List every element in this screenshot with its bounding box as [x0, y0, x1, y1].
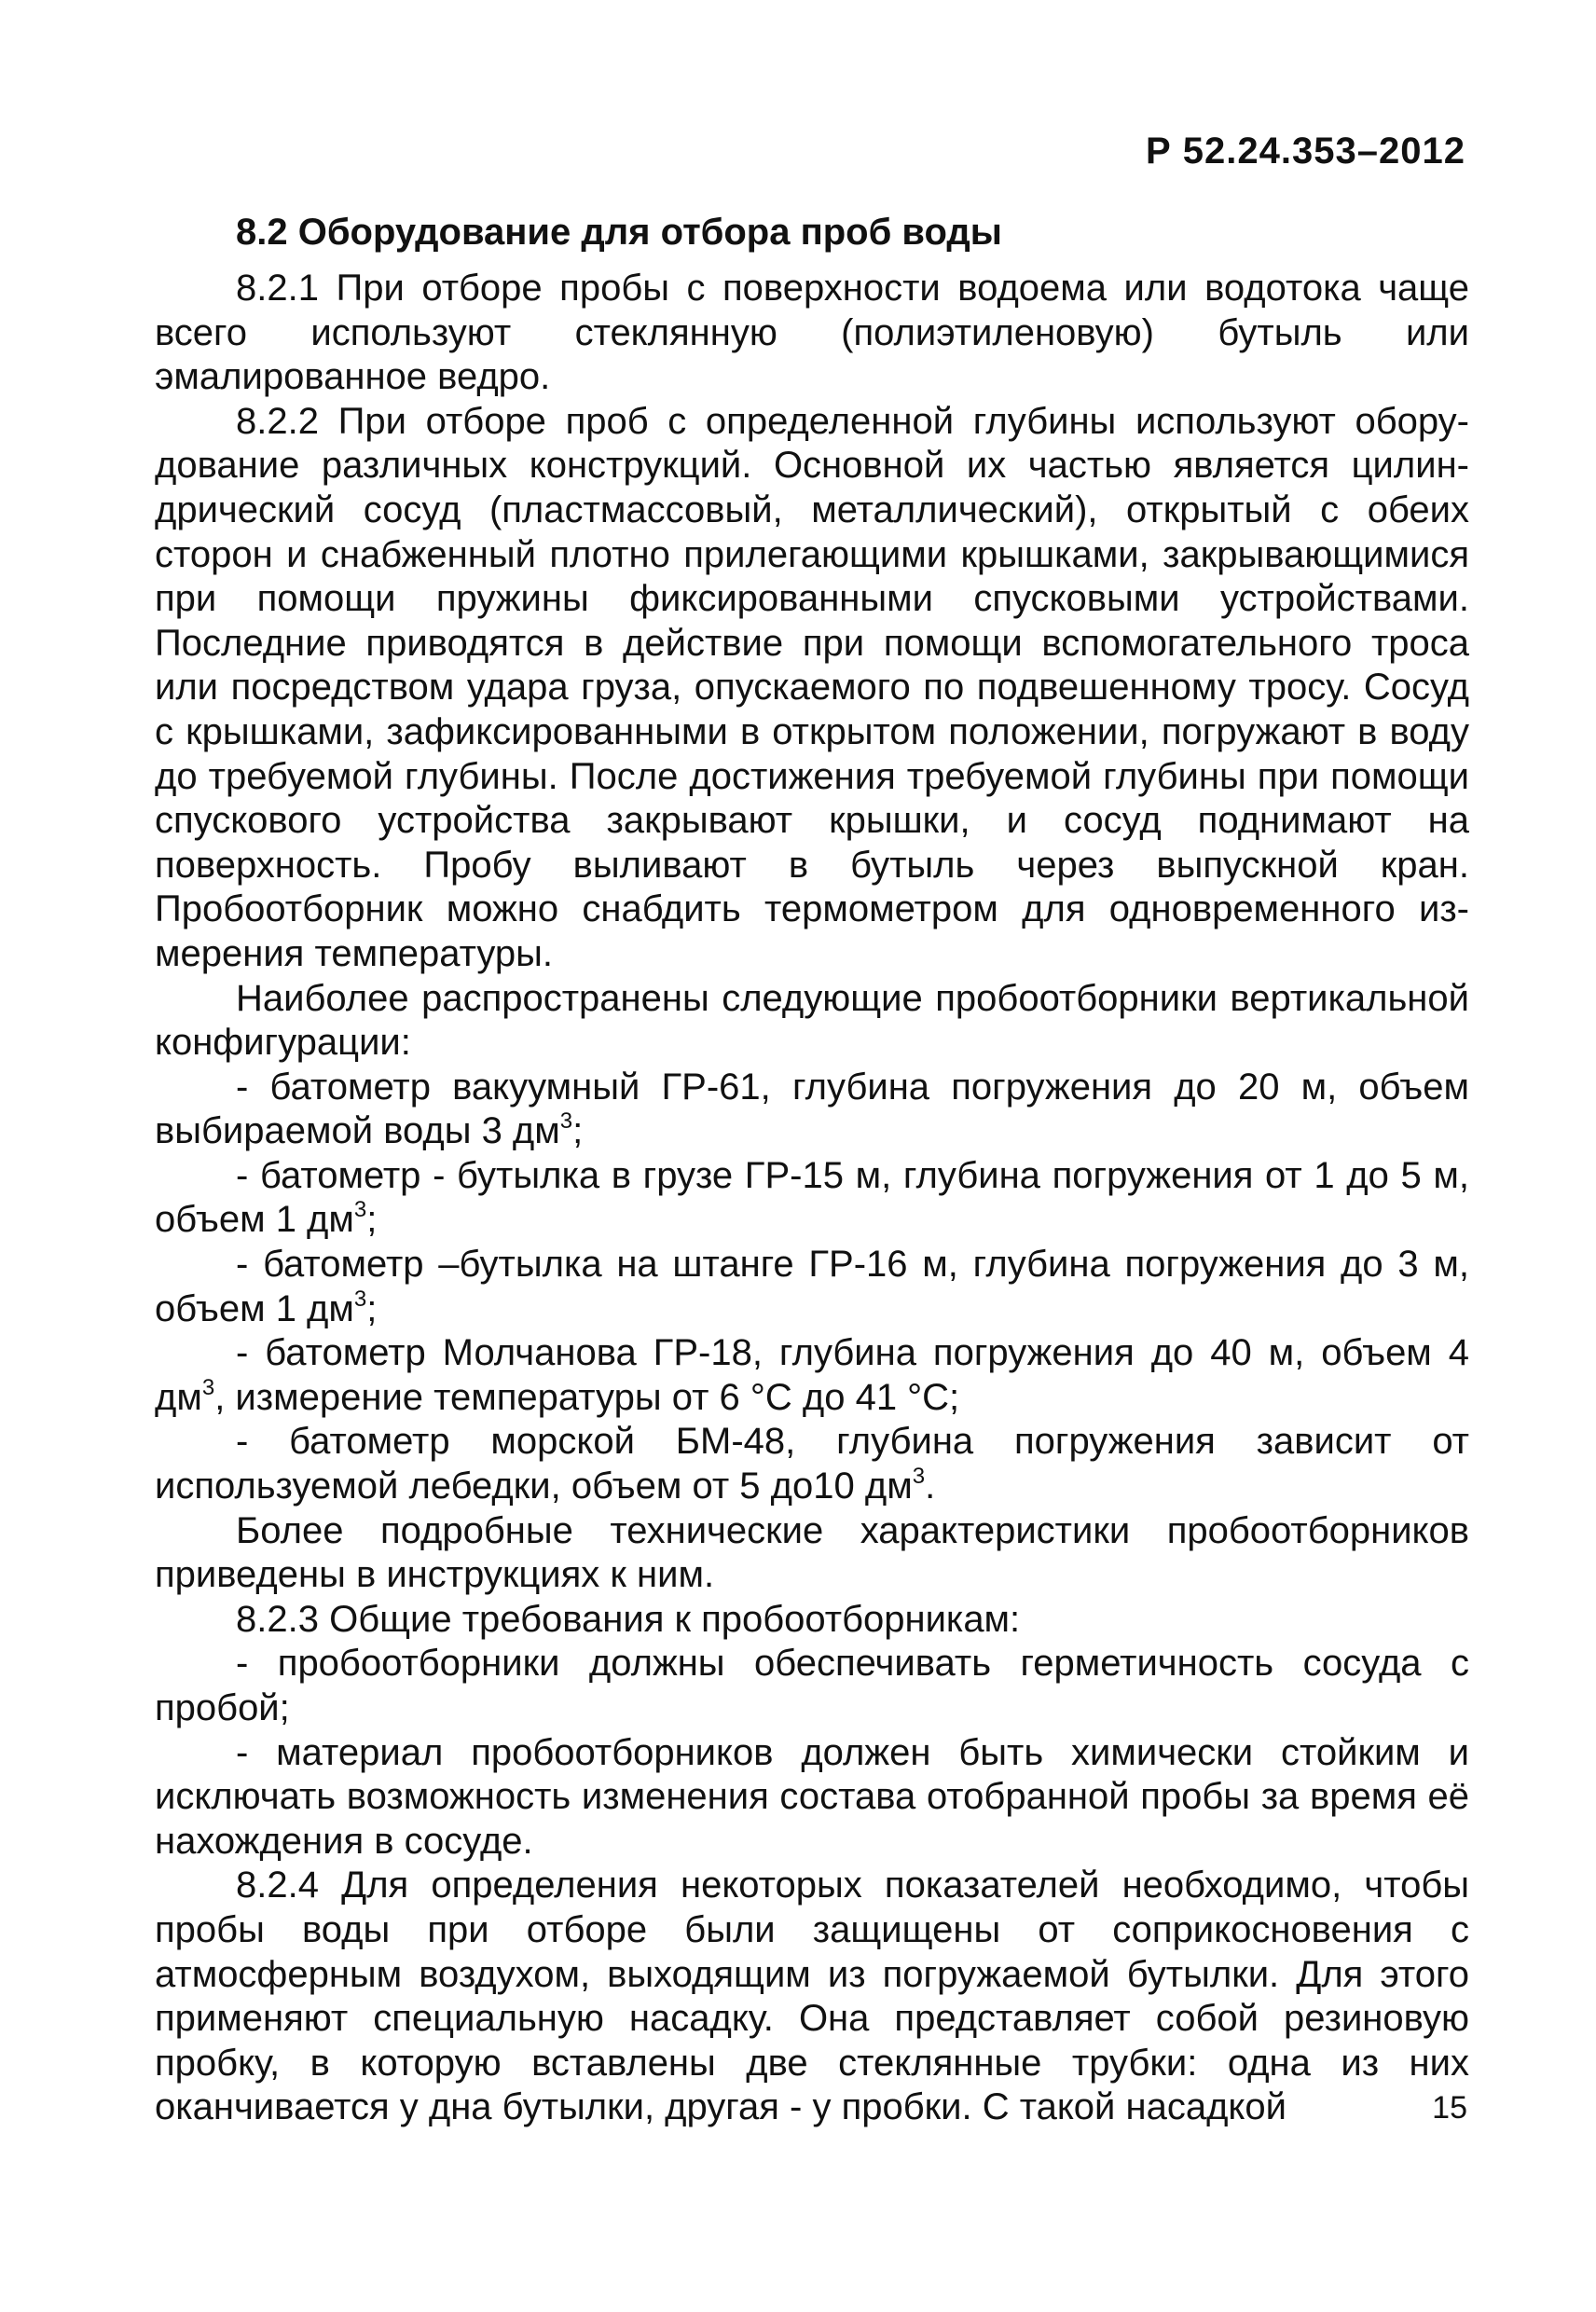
- list-item-gr-61: - батометр вакуумный ГР-61, глубина погружения до 20 м, объем выбираемой воды 3 $дм^3$;: [155, 1066, 1469, 1152]
- list-item-gr-16: - батометр –бутылка на штанге ГР-16 м, глубина погружения до 3 м, объем 1 $дм^3$;: [155, 1244, 1469, 1329]
- paragraph-specs-reference: Более подробные технические характеристики пробоотборников приведены в инструкциях к ним.: [155, 1509, 1469, 1596]
- list-item-material: - материал пробоотборников должен быть химически стойким и исключать возможность изменения состава отобранной пробы за время её нахождения в сосуде.: [155, 1731, 1469, 1862]
- paragraph-8-2-2: 8.2.2 При отборе проб с определенной глубины используют оборудование различных конструкций. Основной их частью является цилиндрический сосуд (пластмассовый, металлический), открытый с обеих сторон и снабженный плотно прилегающими крышками, закрывающимися при помощи пружины фиксированными спусковыми устройствами. Последние приводятся в действие при помощи вспомогательного троса или посредством удара груза, опускаемого по подвешенному тросу. Сосуд с крышками, зафиксированными в открытом положении, погружают в воду до требуемой глубины. После достижения требуемой глубины при помощи спускового устройства закрывают крышки, и сосуд поднимают на поверхность. Пробу выливают в бутыль через выпускной кран. Пробоотборник можно снабдить термометром для одновременного измерения температуры.: [155, 400, 1469, 974]
- section-content: [155, 207, 1469, 2130]
- page-number: 15: [1432, 2090, 1467, 2126]
- list-item-bm-48: - батометр морской БМ-48, глубина погружения зависит от используемой лебедки, объем от 5 до10 $дм^3$.: [155, 1421, 1469, 1507]
- paragraph-samplers-intro: Наиболее распространены следующие пробоотборники вертикальной конфигурации:: [155, 977, 1469, 1064]
- section-heading: 8.2 Оборудование для отбора проб воды: [236, 212, 1002, 253]
- list-item-gr-18: - батометр Молчанова ГР-18, глубина погружения до 40 м, объем 4 $дм^3$, измерение температуры от 6 °С до 41 °С;: [155, 1332, 1469, 1418]
- document-code: Р 52.24.353–2012: [1146, 131, 1465, 172]
- paragraph-8-2-4: 8.2.4 Для определения некоторых показателей необходимо, чтобы пробы воды при отборе были защищены от соприкосновения с атмосферным воздухом, выходящим из погружаемой бутылки. Для этого применяют специальную насадку. Она представляет собой резиновую пробку, в которую вставлены две стеклянные трубки: одна из них оканчивается у дна бутылки, другая - у пробки. С такой насадкой: [155, 1865, 1469, 2128]
- paragraph-8-2-1: 8.2.1 При отборе пробы с поверхности водоема или водотока чаще всего используют стеклянную (полиэтиленовую) бутыль или эмалированное ведро.: [155, 268, 1469, 398]
- paragraph-8-2-3: 8.2.3 Общие требования к пробоотборникам:: [236, 1598, 1021, 1640]
- list-item-gr-15: - батометр - бутылка в грузе ГР-15 м, глубина погружения от 1 до 5 м, объем 1 $дм^3$;: [155, 1154, 1469, 1241]
- list-item-hermetic: - пробоотборники должны обеспечивать герметичность сосуда с пробой;: [155, 1643, 1469, 1728]
